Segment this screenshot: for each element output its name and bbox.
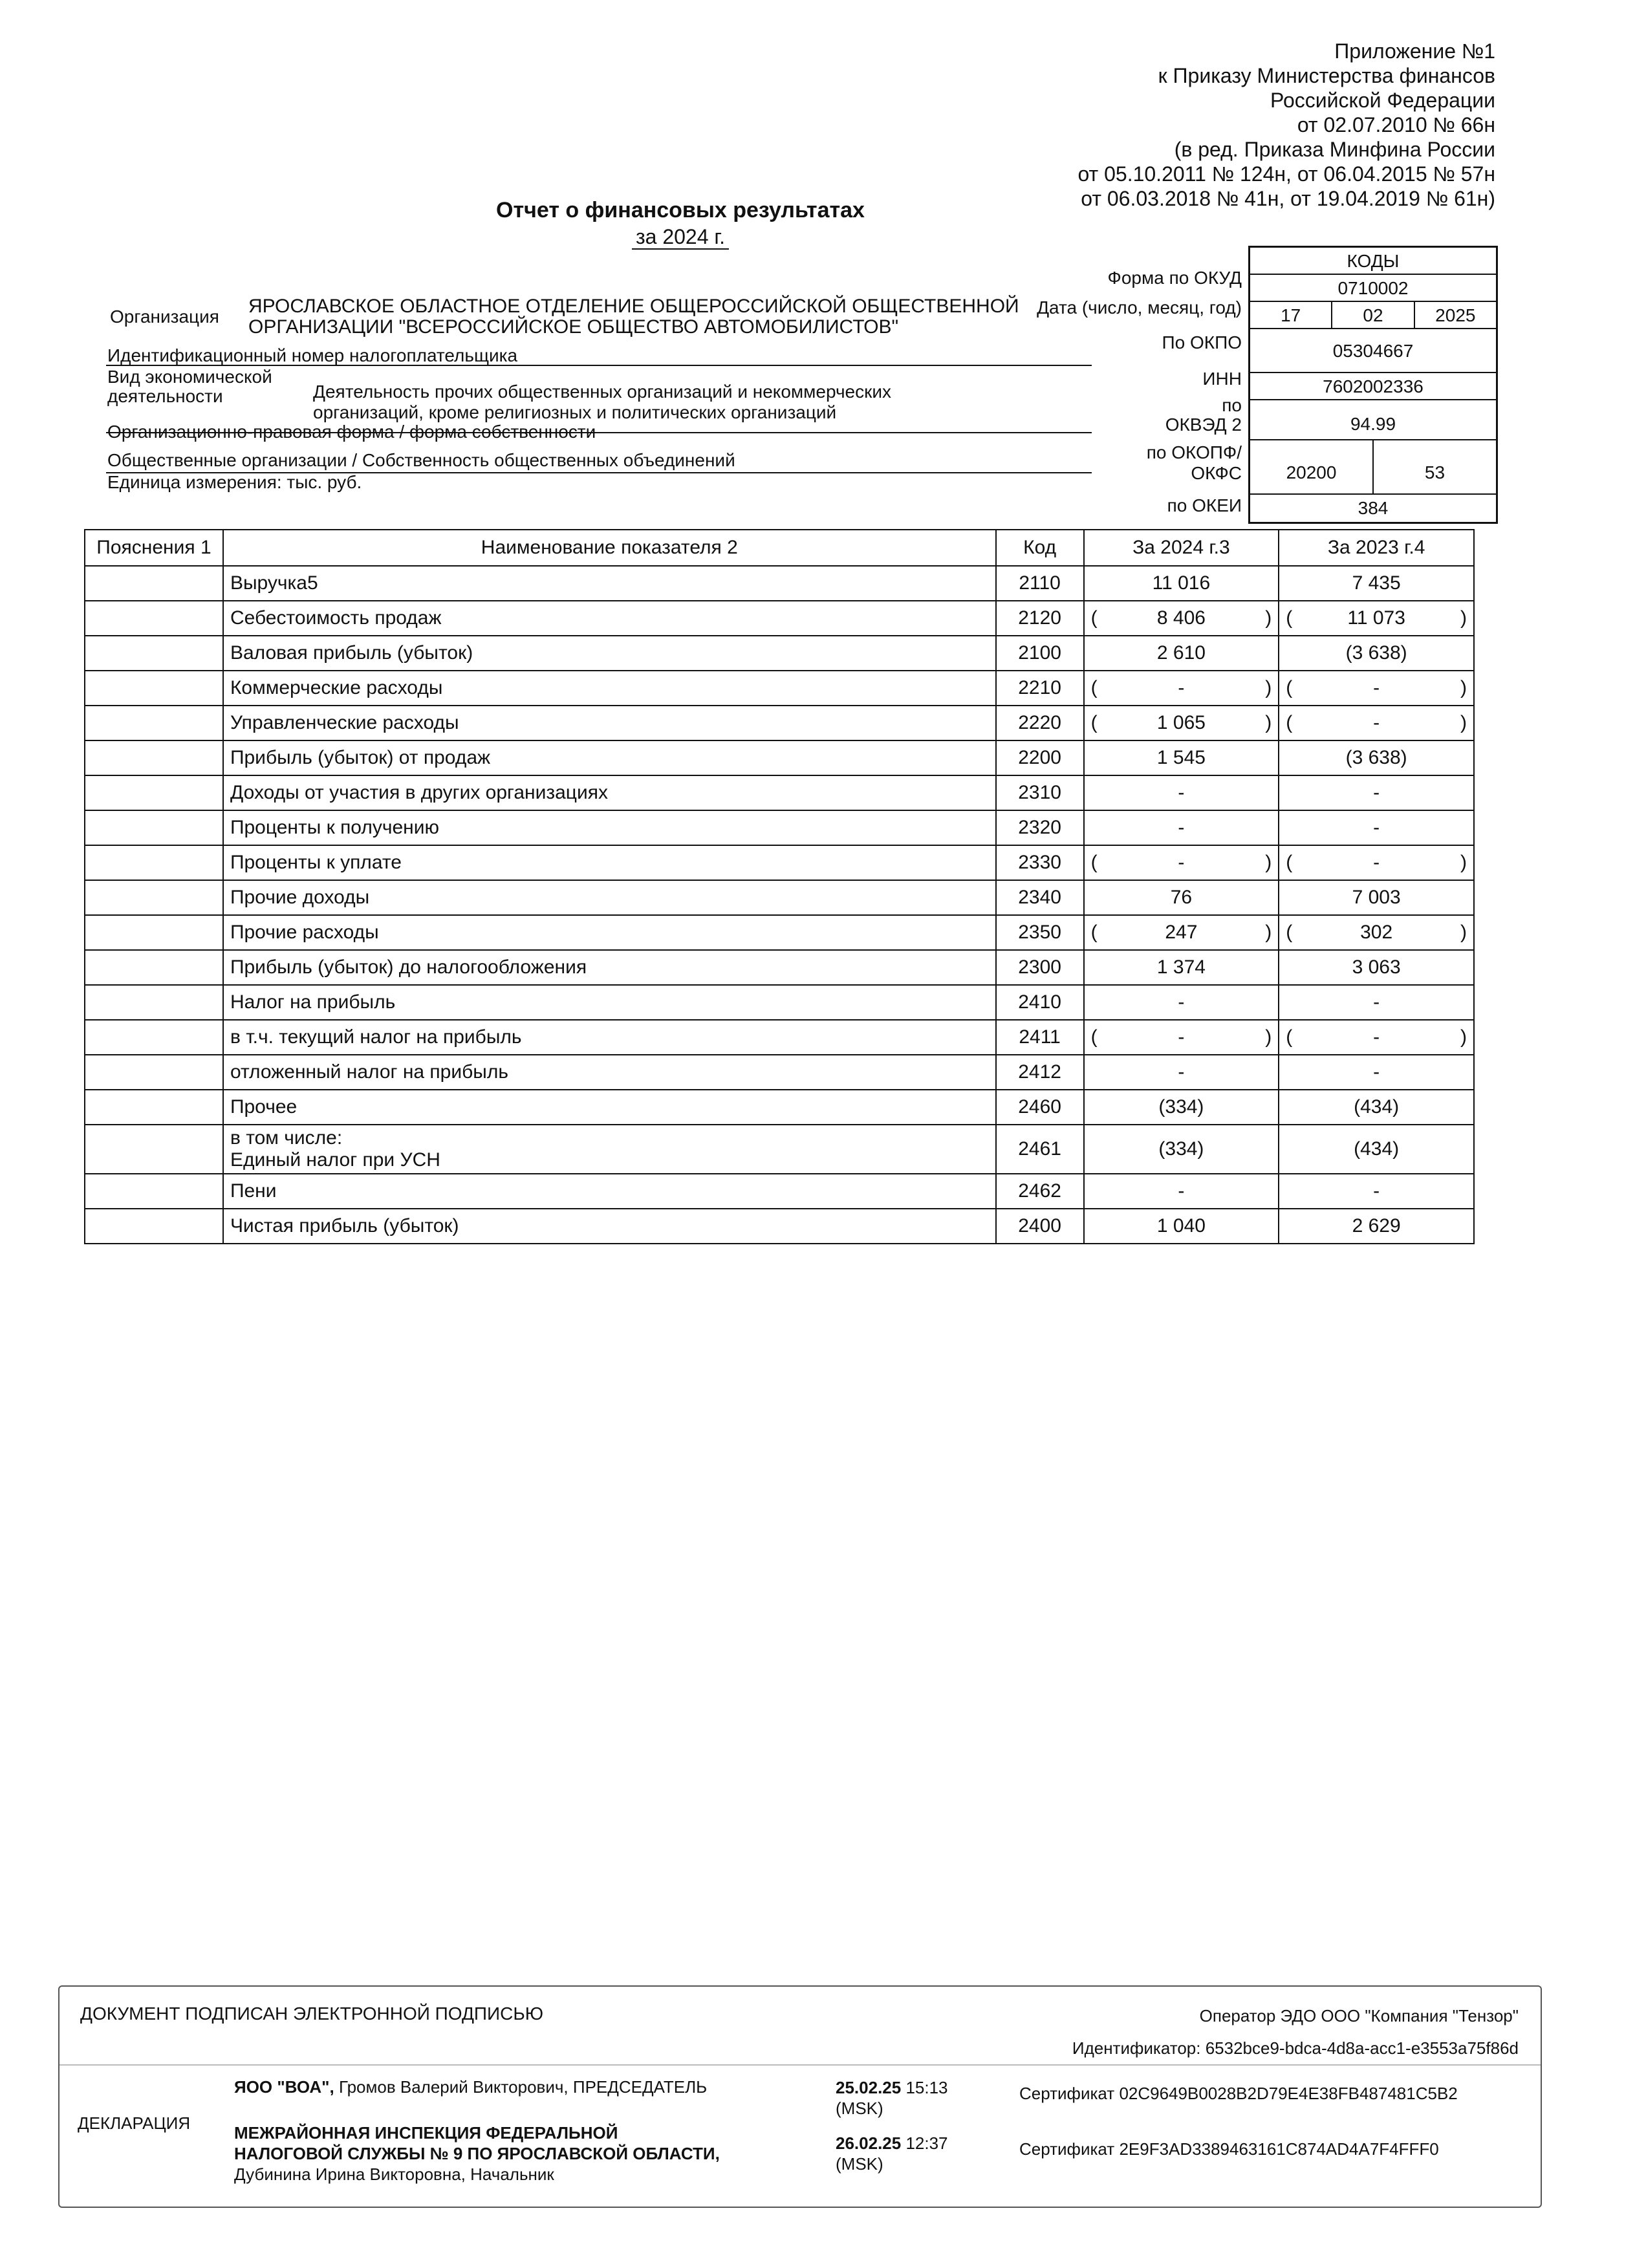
- okpo-label: По ОКПО: [1162, 332, 1242, 352]
- value-text: (3 638): [1345, 642, 1407, 664]
- row-value-2024: [1084, 1125, 1279, 1174]
- row-code: 2210: [996, 671, 1084, 706]
- table-header-row: [85, 530, 1474, 566]
- row-value-2024: [1084, 740, 1279, 775]
- date-day: 17: [1250, 302, 1332, 328]
- row-value-2024: ( 8 406 ): [1084, 601, 1279, 636]
- row-name: Прочие расходы: [223, 915, 996, 950]
- signer2-date: 26.02.25 12:37 (MSK): [836, 2133, 948, 2174]
- value-text: 3 063: [1352, 956, 1401, 978]
- table-body: [85, 566, 1474, 1244]
- row-notes: [85, 1125, 223, 1174]
- row-code: 2460: [996, 1090, 1084, 1125]
- row-notes: [85, 845, 223, 880]
- row-name: Чистая прибыль (убыток): [223, 1209, 996, 1244]
- legal-line: от 06.03.2018 № 41н, от 19.04.2019 № 61н): [1081, 187, 1495, 210]
- row-code: 2100: [996, 636, 1084, 671]
- row-code: 2300: [996, 950, 1084, 985]
- legal-reference: [1077, 39, 1495, 211]
- value-text: 1 545: [1156, 747, 1206, 768]
- report-title: Отчет о финансовых результатах: [496, 198, 865, 222]
- row-notes: [85, 985, 223, 1020]
- table-row: [85, 601, 1474, 636]
- value-text: -: [1373, 817, 1380, 838]
- legal-line: Российской Федерации: [1270, 89, 1495, 112]
- row-value-2024: ( 1 065 ): [1084, 706, 1279, 740]
- header-2023: За 2023 г.4: [1279, 530, 1474, 566]
- okved-code: 94.99: [1250, 400, 1496, 440]
- row-value-2024: [1084, 775, 1279, 810]
- table-row: [85, 1125, 1474, 1174]
- okfs-code: 53: [1424, 462, 1446, 482]
- value-text: -: [1178, 1026, 1185, 1048]
- row-code: 2410: [996, 985, 1084, 1020]
- row-value-2023: ( - ): [1279, 1020, 1474, 1055]
- row-value-2024: ( - ): [1084, 845, 1279, 880]
- table-row: [85, 671, 1474, 706]
- inn-label: ИНН: [1202, 369, 1242, 389]
- legal-line: (в ред. Приказа Минфина России: [1174, 138, 1495, 161]
- row-name: Выручка5: [223, 566, 996, 601]
- row-value-2024: [1084, 566, 1279, 601]
- value-text: 1 374: [1156, 956, 1206, 978]
- value-text: -: [1178, 677, 1185, 698]
- value-text: 247: [1165, 922, 1198, 943]
- row-notes: [85, 1209, 223, 1244]
- value-text: -: [1373, 852, 1380, 873]
- row-value-2024: [1084, 1055, 1279, 1090]
- row-value-2023: [1279, 636, 1474, 671]
- row-notes: [85, 636, 223, 671]
- value-text: -: [1178, 991, 1185, 1013]
- row-value-2024: [1084, 880, 1279, 915]
- table-row: [85, 1020, 1474, 1055]
- row-value-2023: ( 302 ): [1279, 915, 1474, 950]
- signer1-date: 25.02.25 15:13 (MSK): [836, 2078, 948, 2118]
- value-text: 8 406: [1156, 607, 1206, 629]
- row-name: Проценты к получению: [223, 810, 996, 845]
- row-value-2024: [1084, 1174, 1279, 1209]
- row-value-2023: [1279, 1125, 1474, 1174]
- row-value-2024: [1084, 810, 1279, 845]
- financial-results-table: [84, 529, 1475, 1244]
- row-name: Доходы от участия в других организациях: [223, 775, 996, 810]
- row-notes: [85, 671, 223, 706]
- legal-line: к Приказу Министерства финансов: [1158, 64, 1495, 87]
- row-notes: [85, 566, 223, 601]
- row-value-2023: [1279, 985, 1474, 1020]
- signer1-cert: Сертификат 02C9649B0028B2D79E4E38FB487481C5B2: [1019, 2084, 1458, 2103]
- row-name: Управленческие расходы: [223, 706, 996, 740]
- value-text: 11 073: [1347, 607, 1405, 629]
- row-value-2023: ( - ): [1279, 845, 1474, 880]
- row-name: Прибыль (убыток) до налогообложения: [223, 950, 996, 985]
- row-value-2023: ( - ): [1279, 671, 1474, 706]
- okved-label: по ОКВЭД 2: [1165, 395, 1242, 435]
- row-name: Проценты к уплате: [223, 845, 996, 880]
- legal-form-label: Организационно-правовая форма / форма собственности: [107, 422, 596, 442]
- row-notes: [85, 706, 223, 740]
- value-text: (334): [1158, 1138, 1204, 1160]
- header-code: Код: [996, 530, 1084, 566]
- value-text: (334): [1158, 1096, 1204, 1118]
- value-text: -: [1373, 1026, 1380, 1048]
- operator-name: Оператор ЭДО ООО "Компания "Тензор": [1199, 2006, 1519, 2025]
- okud-code: 0710002: [1250, 275, 1496, 302]
- header-notes: Пояснения 1: [85, 530, 223, 566]
- table-row: [85, 880, 1474, 915]
- row-notes: [85, 915, 223, 950]
- row-value-2024: ( - ): [1084, 1020, 1279, 1055]
- table-row: [85, 845, 1474, 880]
- header-2024: За 2024 г.3: [1084, 530, 1279, 566]
- inn-title: Идентификационный номер налогоплательщика: [107, 345, 518, 365]
- signer1: ЯОО "ВОА", Громов Валерий Викторович, ПРЕДСЕДАТЕЛЬ: [234, 2077, 708, 2097]
- row-name: в том числе: Единый налог при УСН: [223, 1125, 996, 1174]
- row-value-2023: [1279, 775, 1474, 810]
- row-value-2023: [1279, 880, 1474, 915]
- row-code: 2412: [996, 1055, 1084, 1090]
- value-text: 7 435: [1352, 572, 1401, 594]
- row-code: 2330: [996, 845, 1084, 880]
- okei-code: 384: [1358, 498, 1389, 518]
- row-name: Пени: [223, 1174, 996, 1209]
- row-value-2023: ( 11 073 ): [1279, 601, 1474, 636]
- table-row: [85, 810, 1474, 845]
- row-value-2024: [1084, 985, 1279, 1020]
- row-value-2024: [1084, 1090, 1279, 1125]
- table-row: [85, 1055, 1474, 1090]
- date-label: Дата (число, месяц, год): [1037, 297, 1242, 318]
- signer2-cert: Сертификат 2E9F3AD3389463161C874AD4A7F4FFF0: [1019, 2139, 1439, 2159]
- table-row: [85, 985, 1474, 1020]
- date-year: 2025: [1435, 305, 1476, 325]
- row-notes: [85, 1090, 223, 1125]
- value-text: -: [1373, 1061, 1380, 1083]
- value-text: -: [1178, 782, 1185, 803]
- row-code: 2400: [996, 1209, 1084, 1244]
- row-notes: [85, 1174, 223, 1209]
- value-text: 302: [1360, 922, 1393, 943]
- row-code: 2340: [996, 880, 1084, 915]
- row-name: Прочие доходы: [223, 880, 996, 915]
- table-row: [85, 1209, 1474, 1244]
- row-notes: [85, 1020, 223, 1055]
- row-value-2023: [1279, 740, 1474, 775]
- row-name: Прибыль (убыток) от продаж: [223, 740, 996, 775]
- signed-label: ДОКУМЕНТ ПОДПИСАН ЭЛЕКТРОННОЙ ПОДПИСЬЮ: [80, 2003, 544, 2024]
- row-notes: [85, 880, 223, 915]
- table-row: [85, 706, 1474, 740]
- table-row: [85, 1090, 1474, 1125]
- inn-code: 7602002336: [1250, 373, 1496, 400]
- row-value-2024: [1084, 1209, 1279, 1244]
- legal-line: от 05.10.2011 № 124н, от 06.04.2015 № 57н: [1077, 162, 1495, 186]
- row-notes: [85, 601, 223, 636]
- value-text: 11 016: [1152, 572, 1211, 594]
- value-text: -: [1373, 991, 1380, 1013]
- unit-label: Единица измерения: тыс. руб.: [107, 472, 362, 492]
- report-period: за 2024 г.: [486, 225, 874, 249]
- row-code: 2220: [996, 706, 1084, 740]
- activity-label: Вид экономической деятельности: [107, 367, 272, 406]
- row-name: Прочее: [223, 1090, 996, 1125]
- row-notes: [85, 810, 223, 845]
- declaration-label: ДЕКЛАРАЦИЯ: [78, 2113, 191, 2133]
- row-value-2023: [1279, 810, 1474, 845]
- value-text: -: [1178, 1061, 1185, 1083]
- value-text: 1 065: [1156, 712, 1206, 733]
- table-row: [85, 1174, 1474, 1209]
- okopf-code: 20200: [1250, 440, 1374, 493]
- signer2: МЕЖРАЙОННАЯ ИНСПЕКЦИЯ ФЕДЕРАЛЬНОЙ НАЛОГОВОЙ СЛУЖБЫ № 9 ПО ЯРОСЛАВСКОЙ ОБЛАСТИ, Дубинина Ирина Викторовна, Начальник: [234, 2123, 720, 2184]
- row-code: 2462: [996, 1174, 1084, 1209]
- row-value-2023: [1279, 950, 1474, 985]
- codes-box: [1248, 246, 1498, 524]
- row-value-2023: ( - ): [1279, 706, 1474, 740]
- row-name: в т.ч. текущий налог на прибыль: [223, 1020, 996, 1055]
- org-name: ЯРОСЛАВСКОЕ ОБЛАСТНОЕ ОТДЕЛЕНИЕ ОБЩЕРОССИЙСКОЙ ОБЩЕСТВЕННОЙ ОРГАНИЗАЦИИ "ВСЕРОССИЙСКОЕ ОБЩЕСТВО АВТОМОБИЛИСТОВ": [248, 296, 1019, 338]
- okopf-label: по ОКОПФ/ ОКФС: [1146, 442, 1242, 483]
- okopf-okfs-code: [1250, 440, 1496, 495]
- value-text: (434): [1354, 1138, 1400, 1160]
- row-notes: [85, 775, 223, 810]
- okpo-code: 05304667: [1250, 329, 1496, 373]
- row-name: отложенный налог на прибыль: [223, 1055, 996, 1090]
- row-name: Налог на прибыль: [223, 985, 996, 1020]
- row-value-2024: ( - ): [1084, 671, 1279, 706]
- row-name: Себестоимость продаж: [223, 601, 996, 636]
- value-text: 76: [1170, 887, 1193, 908]
- header-name: Наименование показателя 2: [223, 530, 996, 566]
- okud-label: Форма по ОКУД: [1107, 268, 1242, 288]
- legal-line: от 02.07.2010 № 66н: [1297, 113, 1495, 136]
- value-text: -: [1373, 1180, 1380, 1202]
- value-text: (3 638): [1345, 747, 1407, 768]
- row-code: 2461: [996, 1125, 1084, 1174]
- row-code: 2310: [996, 775, 1084, 810]
- legal-form-value: Общественные организации / Собственность общественных объединений: [107, 450, 735, 470]
- org-label: Организация: [110, 307, 219, 327]
- divider: [60, 2064, 1541, 2066]
- row-notes: [85, 950, 223, 985]
- row-value-2023: [1279, 566, 1474, 601]
- legal-line: Приложение №1: [1334, 39, 1495, 63]
- row-value-2023: [1279, 1090, 1474, 1125]
- value-text: 2 629: [1352, 1215, 1401, 1237]
- row-code: 2350: [996, 915, 1084, 950]
- row-value-2023: [1279, 1209, 1474, 1244]
- row-notes: [85, 740, 223, 775]
- identifier: Идентификатор: 6532bce9-bdca-4d8a-acc1-e3553a75f86d: [1072, 2038, 1519, 2058]
- codes-title: КОДЫ: [1250, 248, 1496, 275]
- table-row: [85, 950, 1474, 985]
- value-text: (434): [1354, 1096, 1400, 1118]
- okei-label: по ОКЕИ: [1167, 495, 1242, 515]
- value-text: -: [1178, 817, 1185, 838]
- value-text: -: [1373, 677, 1380, 698]
- row-value-2024: [1084, 950, 1279, 985]
- table-row: [85, 915, 1474, 950]
- date-code: [1250, 302, 1496, 329]
- value-text: -: [1178, 852, 1185, 873]
- table-row: [85, 740, 1474, 775]
- signature-block: [58, 1985, 1542, 2208]
- row-value-2023: [1279, 1174, 1474, 1209]
- value-text: 7 003: [1352, 887, 1401, 908]
- table-row: [85, 636, 1474, 671]
- activity-value: Деятельность прочих общественных организаций и некоммерческих организаций, кроме религиозных и политических организаций: [313, 382, 891, 422]
- value-text: -: [1178, 1180, 1185, 1202]
- date-month: 02: [1332, 302, 1414, 328]
- value-text: 1 040: [1156, 1215, 1206, 1237]
- row-name: Коммерческие расходы: [223, 671, 996, 706]
- table-row: [85, 775, 1474, 810]
- value-text: -: [1373, 782, 1380, 803]
- row-name: Валовая прибыль (убыток): [223, 636, 996, 671]
- row-code: 2110: [996, 566, 1084, 601]
- table-row: [85, 566, 1474, 601]
- row-code: 2120: [996, 601, 1084, 636]
- row-value-2024: ( 247 ): [1084, 915, 1279, 950]
- value-text: -: [1373, 712, 1380, 733]
- value-text: 2 610: [1156, 642, 1206, 664]
- row-code: 2411: [996, 1020, 1084, 1055]
- row-code: 2200: [996, 740, 1084, 775]
- row-value-2024: [1084, 636, 1279, 671]
- row-notes: [85, 1055, 223, 1090]
- row-value-2023: [1279, 1055, 1474, 1090]
- row-code: 2320: [996, 810, 1084, 845]
